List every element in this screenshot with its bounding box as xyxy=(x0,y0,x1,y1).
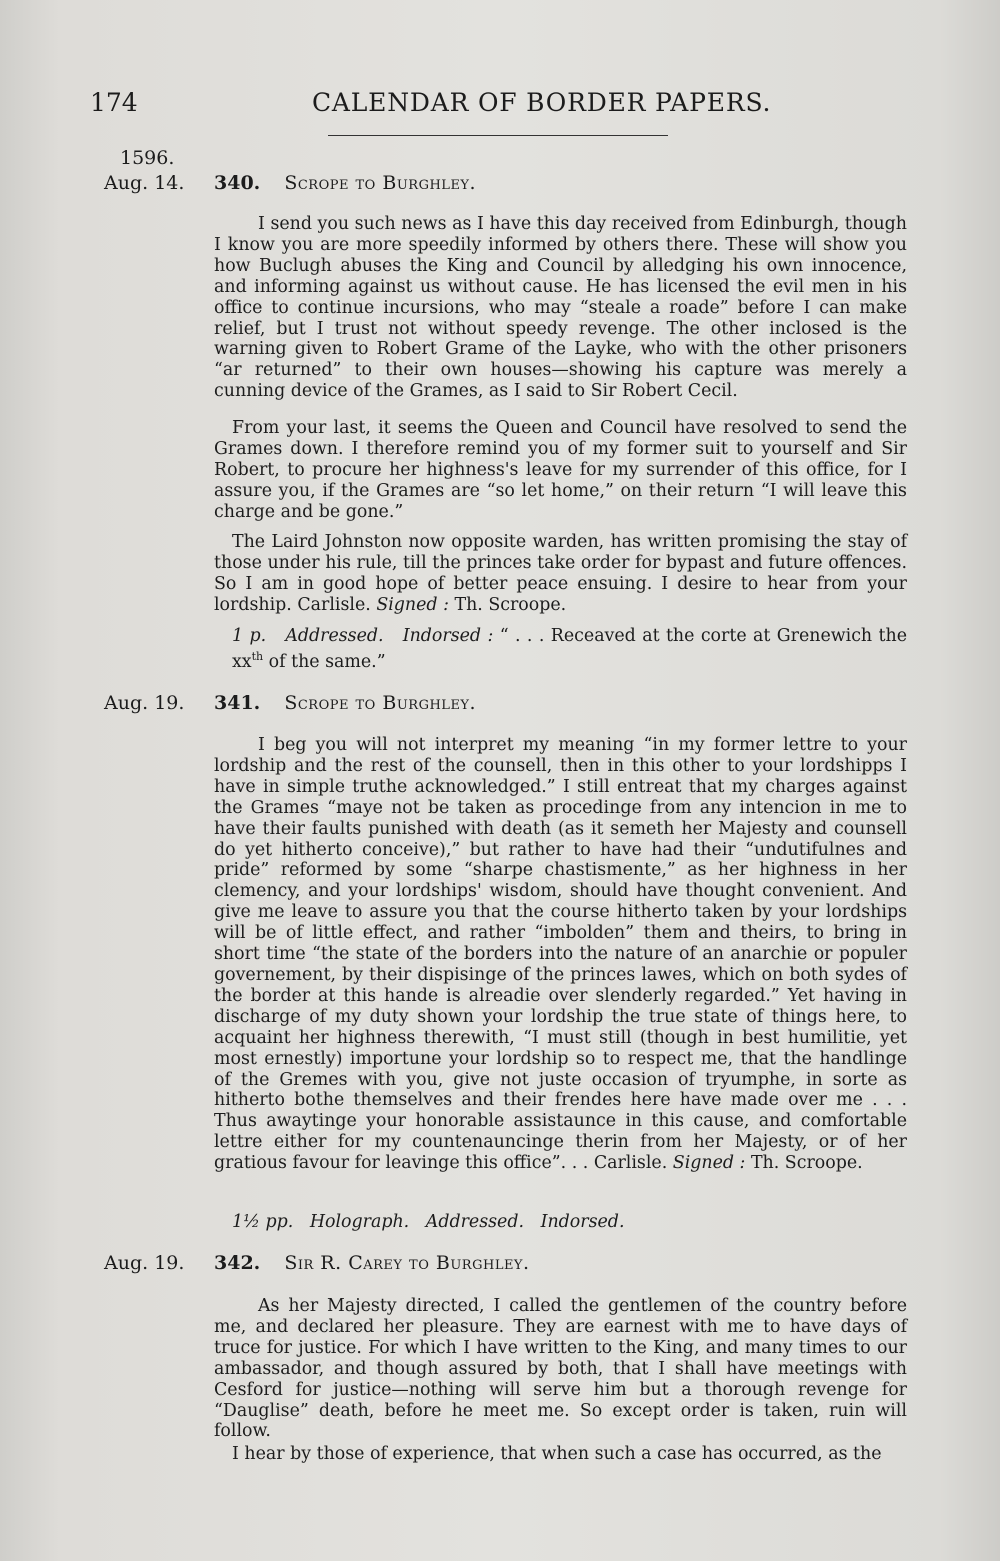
signed-label: Signed : xyxy=(672,1153,746,1174)
entry-date: Aug. 19. xyxy=(104,1252,185,1274)
entry-paragraph: As her Majesty directed, I called the gentlemen of the country before me, and declared her pleasure. They are earnest with me to have days of truce for justice. For which I have written to the King, and many times to our ambassador, and though assured by both, that I shall have meetings with Cesford for justice—nothing will serve him but a thorough revenge for “Dauglise” death, before he meet me. So except order is taken, ruin will follow. xyxy=(214,1296,907,1442)
entry-title: Sir R. Carey to Burghley. xyxy=(284,1252,530,1274)
entry-paragraph: From your last, it seems the Queen and Council have resolved to send the Grames down. I therefore remind you of my former suit to yourself and Sir Robert, to procure her highness's leave for my surrender of this office, for I assure you, if the Grames are “so let home,” on their return “I will leave this charge and be gone.” xyxy=(214,418,907,522)
header-rule xyxy=(328,135,668,136)
entry-heading xyxy=(214,1252,530,1274)
entry-heading xyxy=(214,692,476,714)
entry-number: 341. xyxy=(214,692,261,714)
entry-note: 1½ pp. Holograph. Addressed. Indorsed. xyxy=(232,1212,625,1232)
page-number: 174 xyxy=(90,88,138,117)
entry-note: 1 p. Addressed. Indorsed : “ . . . Receaved at the corte at Grenewich the $xx^{th}$ of the same.” xyxy=(232,626,908,672)
entry-paragraph: I beg you will not interpret my meaning “in my former lettre to your lordship and the rest of the counsell, then in this other to your lordshipps I have in simple truthe acknowledged.” I still entreat that my charges against the Grames “maye not be taken as procedinge from any intencion in me to have their faults punished with death (as it semeth her Majesty and counsell do yet hitherto conceive),” but rather to have had their “undutifulnes and pride” reformed by some “sharpe chastismente,” as her highness in her clemency, and your lordships' wisdom, should have thought convenient. And give me leave to assure you that the course hitherto taken by your lordships will be of little effect, and rather “imbolden” them and theirs, to bring in short time “the state of the borders into the nature of an anarchie or populer governement, by their dispisinge of the princes lawes, which on both sydes of the border at this hande is alreadie over slenderly regarded.” Yet having in discharge of my duty shown your lordship the true state of things here, to acquaint her highness therewith, “I must still (though in best humilitie, yet most ernestly) importune your lordship so to respect me, that the handlinge of the Gremes with you, give not juste occasion of tryumphe, in sorte as hitherto bothe themselves and their frendes here have made over me . . . Thus awaytinge your honorable assistaunce in this cause, and comfortable lettre either for my countenauncinge therin from her Majesty, or of her gratious favour for leavinge this office”. . . Carlisle. Signed : Th. Scroope. xyxy=(214,735,907,1174)
entry-number: 340. xyxy=(214,172,261,194)
signature: Th. Scroope. xyxy=(750,1153,863,1174)
entry-paragraph: The Laird Johnston now opposite warden, has written promising the stay of those under his rule, till the princes take order for bypast and future offences. So I am in good hope of better peace ensuing. I desire to hear from your lordship. Carlisle. Signed : Th. Scroope. xyxy=(214,532,907,615)
entry-title: Scrope to Burghley. xyxy=(284,172,477,194)
entry-title: Scrope to Burghley. xyxy=(284,692,477,714)
signed-label: Signed : xyxy=(376,594,449,615)
entry-date: Aug. 14. xyxy=(104,172,185,194)
year-label: 1596. xyxy=(120,147,175,169)
entry-number: 342. xyxy=(214,1252,261,1274)
entry-date: Aug. 19. xyxy=(104,692,185,714)
entry-paragraph: I hear by those of experience, that when such a case has occurred, as the xyxy=(232,1444,882,1464)
entry-heading xyxy=(214,172,476,194)
entry-paragraph: I send you such news as I have this day received from Edinburgh, though I know you are more speedily informed by others there. These will show you how Buclugh abuses the King and Council by alledging his own innocence, and informing against us without cause. He has licensed the evil men in his office to continue incursions, who may “steale a roade” before I can make relief, but I trust not without speedy revenge. The other inclosed is the warning given to Robert Grame of the Layke, who with the other prisoners “ar returned” to their own houses—showing his capture was merely a cunning device of the Grames, as I said to Sir Robert Cecil. xyxy=(214,214,907,402)
signature: Th. Scroope. xyxy=(454,594,567,615)
running-title: CALENDAR OF BORDER PAPERS. xyxy=(312,88,772,117)
page-header xyxy=(90,88,900,128)
